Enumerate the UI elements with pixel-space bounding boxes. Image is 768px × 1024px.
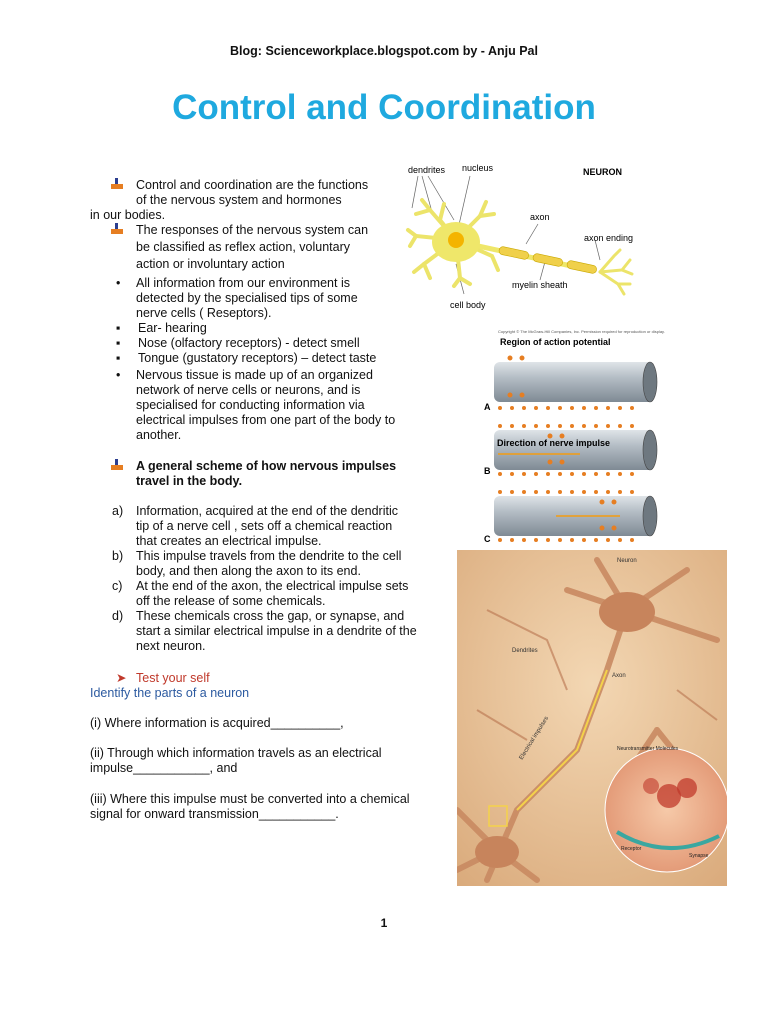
page-number: 1	[380, 916, 388, 930]
page-title: Control and Coordination	[172, 88, 596, 127]
photo-label-synapse: Synapse	[689, 853, 709, 859]
dot-bullet: •	[116, 276, 121, 290]
photo-label-axon: Axon	[612, 673, 626, 679]
label-neuron: NEURON	[583, 167, 623, 177]
dot-bullet: •	[116, 368, 121, 382]
photo-label-impulses: Electrical impulses	[518, 715, 551, 762]
label-dendrites: dendrites	[408, 165, 446, 175]
photo-label-receptor: Receptor	[621, 846, 642, 852]
bullet-icon	[111, 178, 125, 190]
scheme-heading: A general scheme of how nervous impulses travel in the body.	[136, 459, 397, 488]
neuron-photo	[457, 550, 727, 886]
label-axon: axon	[530, 212, 550, 222]
question-2: (ii) Through which information travels as an electrical impulse___________, and	[90, 746, 382, 775]
question-1: (i) Where information is acquired__________,	[90, 716, 344, 730]
photo-label-neuron: Neuron	[617, 558, 637, 564]
label-c: C	[484, 534, 491, 544]
question-3: (iii) Where this impulse must be converted into a chemical signal for onward transmission___________.	[90, 792, 410, 821]
test-subtitle: Identify the parts of a neuron	[90, 686, 250, 700]
intro-2: The responses of the nervous system can be classified as reflex action, voluntary action or involuntary action	[136, 223, 369, 271]
receptor-list: ▪ Ear- hearing ▪ Nose (olfactory receptors) - detect smell ▪ Tongue (gustatory receptors) – detect taste	[116, 321, 377, 365]
info-para: All information from our environment is detected by the specialised tips of some nerve cells ( Reseptors).	[136, 276, 358, 320]
bullet-icon	[111, 223, 125, 235]
label-nucleus: nucleus	[462, 163, 494, 173]
test-label: Test your self	[136, 671, 210, 685]
intro-1-tail: in our bodies.	[90, 208, 166, 222]
label-b: B	[484, 466, 491, 476]
label-a: A	[484, 402, 491, 412]
neuron-diagram	[400, 160, 650, 320]
blog-header: Blog: Scienceworkplace.blogspot.com by - Anju Pal	[230, 44, 538, 58]
steps-list: a) Information, acquired at the end of the dendritic tip of a nerve cell , sets off a chemical reaction that creates an electrical impulse. b) This impulse travels from the dendrite to the cell body, and then along the axon to its end. c) At the end of the axon, the electrical impulse sets off the release of some chemicals. d) These chemicals cross the gap, or synapse, and start a similar electrical impulse in a dendrite of the next neuron.	[112, 504, 417, 653]
label-cell-body: cell body	[450, 300, 486, 310]
impulse-diagram	[480, 326, 680, 548]
photo-label-neurotransmitter: Neurotransmitter Molecules	[617, 746, 679, 752]
bullet-icon	[111, 459, 125, 471]
label-direction: Direction of nerve impulse	[497, 438, 611, 448]
copyright-text: Copyright © The McGraw-Hill Companies, Inc. Permission required for reproduction or display.	[498, 329, 665, 334]
photo-label-dendrites: Dendrites	[512, 648, 538, 654]
label-axon-ending: axon ending	[584, 233, 634, 243]
label-myelin: myelin sheath	[512, 280, 568, 290]
arrow-bullet-icon: ➤	[116, 671, 127, 685]
intro-1: Control and coordination are the functions of the nervous system and hormones	[136, 178, 369, 207]
label-region: Region of action potential	[500, 337, 611, 347]
tissue-para: Nervous tissue is made up of an organized network of nerve cells or neurons, and is specialised for conducting information via electrical impulses from one part of the body to another.	[136, 368, 396, 442]
